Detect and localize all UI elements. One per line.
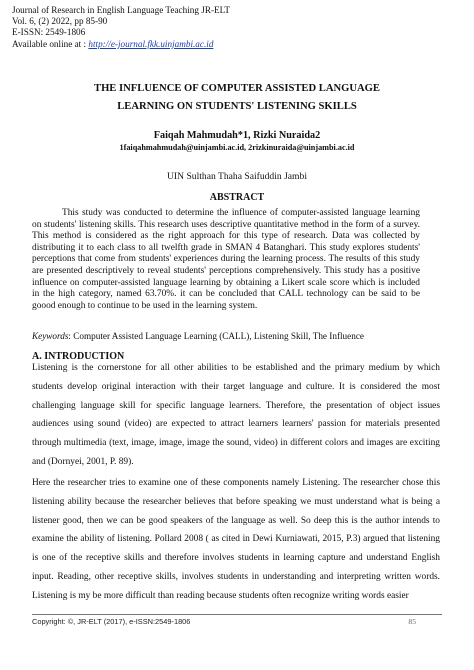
page-number: 85 [408, 617, 416, 626]
author-emails: 1faiqahmahmudah@uinjambi.ac.id, 2rizkinuraida@uinjambi.ac.id [119, 143, 355, 152]
authors: Faiqah Mahmudah*1, Rizki Nuraida2 [153, 130, 321, 141]
journal-url-link[interactable]: http://e-journal.fkk.uinjambi.ac.id [88, 38, 214, 49]
abstract-heading: ABSTRACT [209, 192, 265, 203]
affiliation: UIN Sulthan Thaha Saifuddin Jambi [167, 171, 307, 182]
abstract-text: This study was conducted to determine the influence of computer-assisted language learning on students' listening skills. This research uses descriptive quantitative method in the form of a survey. This method is considered as the right approach for this type of research. Data was collected by distributing it to each class to all twelfth grade in SMAN 4 Batanghari. This study explores students' perceptions that come from students' experiences during the learning process. The results of this study are presented descriptively to reveal students' perceptions comprehensively. This study has a positive influence on computer-assisted language learning by obtaining a Likert scale score which is included in the high category, named 63.70%. it can be concluded that CALL technology can be said to be goood enough to continue to be used in the learning system. [32, 208, 420, 311]
keywords [32, 331, 432, 341]
paper-title-line-2: LEARNING ON STUDENTS' LISTENING SKILLS [117, 101, 357, 112]
keywords-text: : Computer Assisted Language Learning (CALL), Listening Skill, The Influence [68, 331, 364, 341]
journal-header [12, 5, 230, 50]
section-heading-introduction: A. INTRODUCTION [32, 351, 125, 362]
journal-issn: E-ISSN: 2549-1806 [12, 27, 86, 38]
footer-divider [32, 614, 442, 615]
intro-paragraph-1: Listening is the cornerstone for all other abilities to be established and the primary medium by which students develop original interaction with their target language and culture. It is considered the most challenging language skill for specific language learners. Therefore, the presentation of object issues audiences using sound (video) are expected to attract learners learners' passion for materials presented through multimedia (text, image, image, image the sound, video) in different colors and images are exciting and (Dornyei, 2001, P. 89). [32, 363, 440, 467]
journal-name: Journal of Research in English Language Teaching JR-ELT [12, 5, 231, 15]
intro-paragraph-2: Here the researcher tries to examine one of these components namely Listening. The researcher chose this listening ability because the researcher believes that before speaking we must understand what is being a listener good, then we can be good speakers of the language as well. So deep this is the author intends to examine the ability of listening. Pollard 2008 ( as cited in Dewi Kurniawati, 2015, P.3) argued that listening is one of the receptive skills and therefore involves students in learning capture and understand English input. Reading, other receptive skills, involves students in understanding and interpreting written words. Listening is my be more difficult than reading because students often recognize writing words easier [32, 478, 440, 601]
paper-title-line-1: THE INFLUENCE OF COMPUTER ASSISTED LANGUAGE [94, 83, 380, 94]
journal-volume: Vol. 6, (2) 2022, pp 85-90 [12, 16, 108, 27]
keywords-label: Keywords [32, 331, 69, 341]
footer-copyright: Copyright: ©, JR-ELT (2017), e-ISSN:2549-1806 [32, 617, 191, 626]
journal-availability [12, 39, 230, 50]
available-label: Available online at : [12, 38, 89, 49]
